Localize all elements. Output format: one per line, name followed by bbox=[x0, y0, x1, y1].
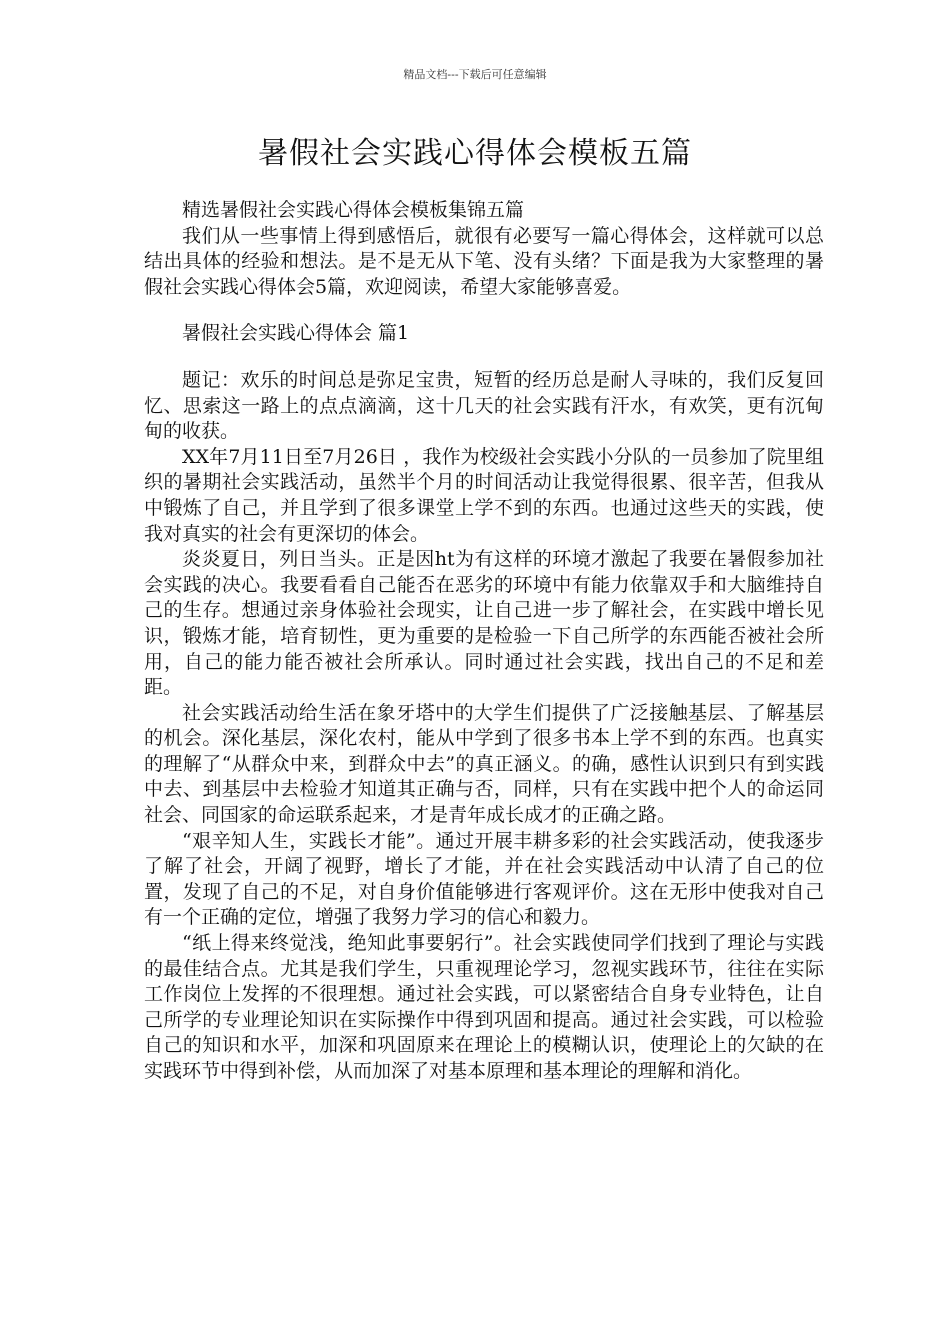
document-title: 暑假社会实践心得体会模板五篇 bbox=[258, 136, 692, 171]
intro-paragraph: 我们从一些事情上得到感悟后，就很有必要写一篇心得体会，这样就可以总结出具体的经验和想法。是不是无从下笔、没有头绪？下面是我为大家整理的暑假社会实践心得体会5篇，欢迎阅读，希望大家能够喜爱。 bbox=[144, 224, 824, 298]
subtitle-paragraph: 精选暑假社会实践心得体会模板集锦五篇 bbox=[182, 199, 525, 221]
body-paragraph-5: “艰辛知人生，实践长才能”。通过开展丰耕多彩的社会实践活动，使我逐步了解了社会，开阔了视野，增长了才能，并在社会实践活动中认清了自己的位置，发现了自己的不足，对自身价值能够进行客观评价。这在无形中使我对自己有一个正确的定位，增强了我努力学习的信心和毅力。 bbox=[144, 829, 824, 929]
body-paragraph-6: “纸上得来终觉浅，绝知此事要躬行”。社会实践使同学们找到了理论与实践的最佳结合点。尤其是我们学生，只重视理论学习，忽视实践环节，往往在实际工作岗位上发挥的不很理想。通过社会实践，可以紧密结合自身专业特色，让自己所学的专业理论知识在实际操作中得到巩固和提高。通过社会实践，可以检验自己的知识和水平，加深和巩固原来在理论上的模糊认识，使理论上的欠缺的在实践环节中得到补偿，从而加深了对基本原理和基本理论的理解和消化。 bbox=[144, 932, 824, 1082]
body-paragraph-1: 题记：欢乐的时间总是弥足宝贵，短暂的经历总是耐人寻味的，我们反复回忆、思索这一路上的点点滴滴，这十几天的社会实践有汗水，有欢笑，更有沉甸甸的收获。 bbox=[144, 368, 824, 443]
body-paragraph-4: 社会实践活动给生活在象牙塔中的大学生们提供了广泛接触基层、了解基层的机会。深化基层，深化农村，能从中学到了很多书本上学不到的东西。也真实的理解了“从群众中来，到群众中去”的真正涵义。的确，感性认识到只有到实践中去、到基层中去检验才知道其正确与否，同样，只有在实践中把个人的命运同社会、同国家的命运联系起来，才是青年成长成才的正确之路。 bbox=[144, 701, 824, 827]
page-header-note: 精品文档---下载后可任意编辑 bbox=[403, 68, 547, 81]
body-paragraph-2: XX年7月11日至7月26日 ，我作为校级社会实践小分队的一员参加了院里组织的暑期社会实践活动，虽然半个月的时间活动让我觉得很累、很辛苦，但我从中锻炼了自己，并且学到了很多课堂上学不到的东西。也通过这些天的实践，使我对真实的社会有更深切的体会。 bbox=[144, 445, 824, 545]
section-heading: 暑假社会实践心得体会 篇1 bbox=[182, 322, 410, 345]
body-paragraph-3: 炎炎夏日，列日当头。正是因ht为有这样的环境才激起了我要在暑假参加社会实践的决心。我要看看自己能否在恶劣的环境中有能力依靠双手和大脑维持自己的生存。想通过亲身体验社会现实，让自己进一步了解社会，在实践中增长见识，锻炼才能，培育韧性，更为重要的是检验一下自己所学的东西能否被社会所用，自己的能力能否被社会所承认。同时通过社会实践，找出自己的不足和差距。 bbox=[144, 548, 824, 699]
document-body bbox=[144, 198, 824, 1085]
